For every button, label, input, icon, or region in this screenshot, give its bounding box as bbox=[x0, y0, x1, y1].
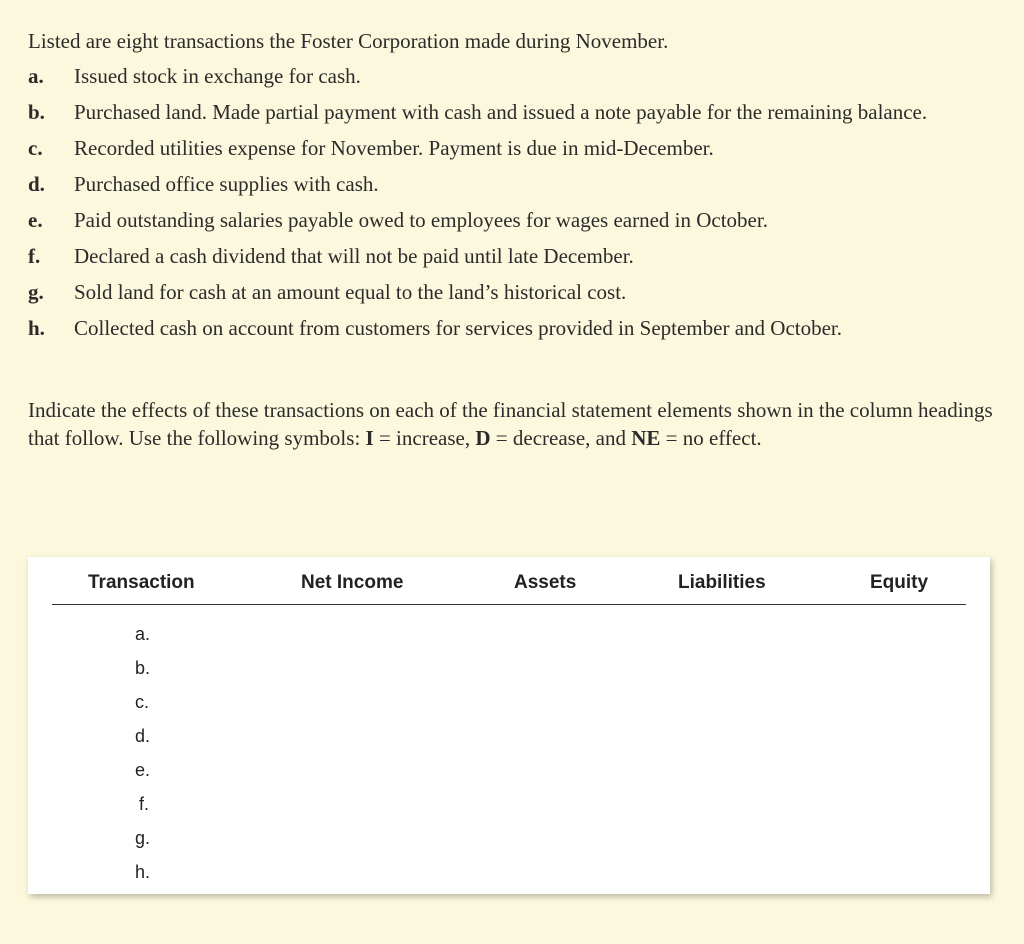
item-label: h. bbox=[28, 316, 45, 340]
symbol-decrease: D bbox=[475, 426, 491, 450]
table-row: g. bbox=[135, 828, 151, 848]
item-label: d. bbox=[28, 172, 45, 196]
list-item bbox=[28, 134, 1003, 162]
table-header bbox=[52, 557, 966, 605]
instructions-part: = decrease, and bbox=[490, 426, 632, 450]
header-assets: Assets bbox=[514, 572, 577, 593]
item-text: Declared a cash dividend that will not be paid until late December. bbox=[74, 244, 634, 268]
symbol-increase: I bbox=[365, 426, 374, 450]
header-net-income: Net Income bbox=[301, 572, 404, 593]
list-item bbox=[28, 206, 1003, 234]
table-row: a. bbox=[135, 624, 151, 644]
table-row: h. bbox=[135, 862, 151, 882]
item-label: e. bbox=[28, 208, 43, 232]
table-row: d. bbox=[135, 726, 151, 746]
table-row: e. bbox=[135, 760, 151, 780]
list-item bbox=[28, 242, 1003, 270]
list-item bbox=[28, 314, 1003, 342]
item-text: Purchased office supplies with cash. bbox=[74, 172, 379, 196]
table-row: b. bbox=[135, 658, 151, 678]
list-item bbox=[28, 170, 1003, 198]
item-label: g. bbox=[28, 280, 44, 304]
item-text: Issued stock in exchange for cash. bbox=[74, 64, 361, 88]
item-text: Collected cash on account from customers for services provided in September and October. bbox=[74, 316, 843, 340]
table-row: c. bbox=[135, 692, 150, 712]
item-label: c. bbox=[28, 136, 43, 160]
item-text: Paid outstanding salaries payable owed to employees for wages earned in October. bbox=[74, 208, 768, 232]
instructions-part: Indicate the effects of these transactions on each of the financial statement elements shown in the column headings that follow. Use the following symbols: bbox=[28, 398, 993, 450]
list-item bbox=[28, 62, 1003, 90]
header-liabilities: Liabilities bbox=[678, 572, 766, 593]
list-item bbox=[28, 278, 1003, 306]
table-row: f. bbox=[139, 794, 150, 814]
instructions-text bbox=[28, 396, 994, 452]
transaction-list bbox=[28, 62, 1003, 350]
item-label: a. bbox=[28, 64, 44, 88]
table-body bbox=[135, 623, 150, 895]
item-text: Sold land for cash at an amount equal to the land’s historical cost. bbox=[74, 280, 627, 304]
intro-text: Listed are eight transactions the Foster Corporation made during November. bbox=[28, 29, 669, 53]
instructions-part: = increase, bbox=[373, 426, 476, 450]
item-text: Purchased land. Made partial payment with cash and issued a note payable for the remaining balance. bbox=[74, 100, 928, 124]
effects-table bbox=[28, 557, 990, 894]
symbol-no-effect: NE bbox=[631, 426, 661, 450]
item-text: Recorded utilities expense for November. Payment is due in mid-December. bbox=[74, 136, 714, 160]
instructions-part: = no effect. bbox=[660, 426, 762, 450]
header-equity: Equity bbox=[870, 572, 929, 593]
header-transaction: Transaction bbox=[88, 572, 195, 593]
item-label: b. bbox=[28, 100, 45, 124]
item-label: f. bbox=[28, 244, 41, 268]
list-item bbox=[28, 98, 1003, 126]
